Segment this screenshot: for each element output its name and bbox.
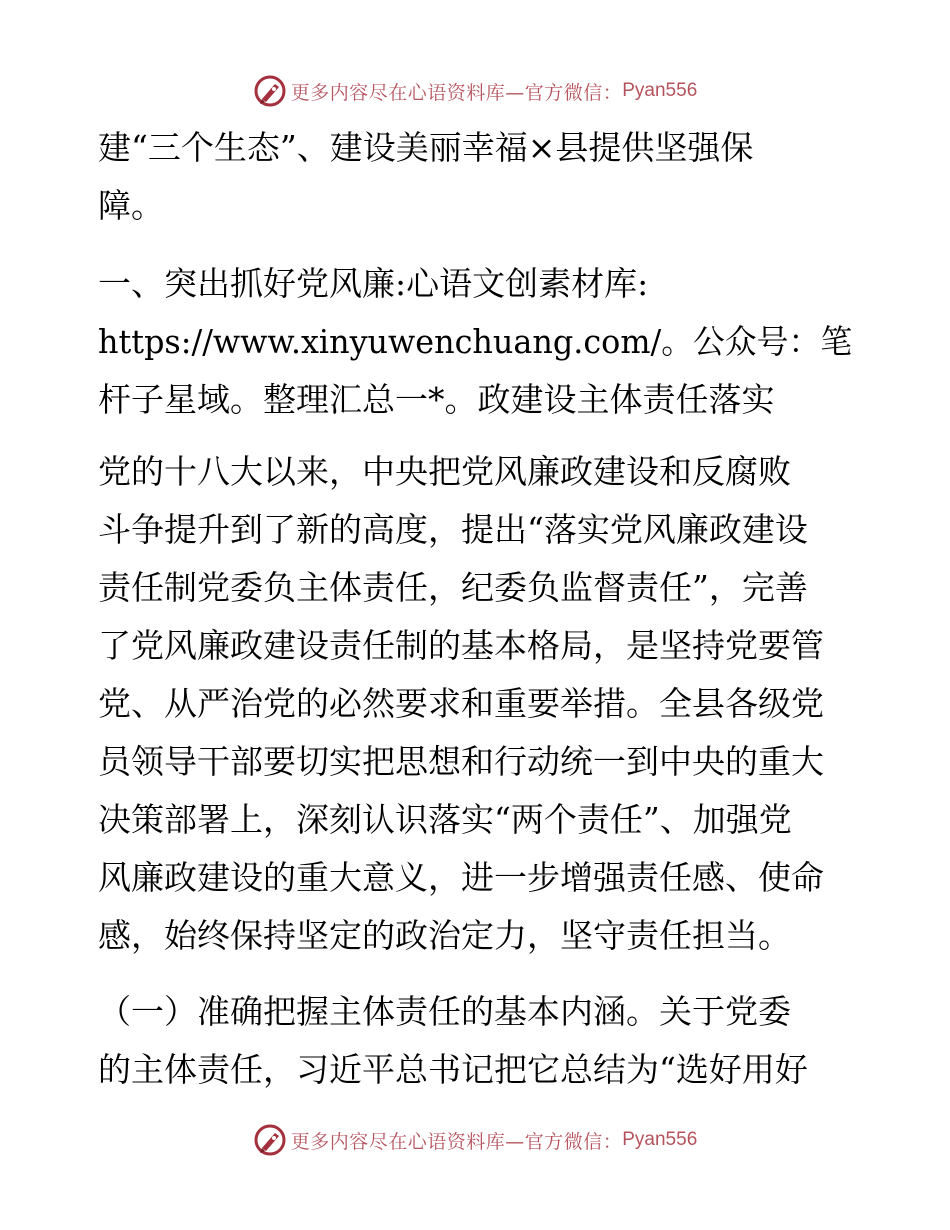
pen-logo-icon <box>253 1123 287 1157</box>
footer-banner-id: Pyan556 <box>622 1129 698 1150</box>
pen-logo-icon <box>253 74 287 108</box>
text-line: 党、从严治党的必然要求和重要举措。全县各级党 <box>98 684 824 723</box>
text-line: 党的十八大以来，中央把党风廉政建设和反腐败 <box>98 452 791 491</box>
header-banner-id: Pyan556 <box>622 80 698 101</box>
header-banner-text: 更多内容尽在心语资料库—官方微信： <box>290 81 623 104</box>
text-line: 员领导干部要切实把思想和行动统一到中央的重大 <box>98 742 824 781</box>
text-line: 建“三个生态”、建设美丽幸福×县提供坚强保 <box>98 128 754 167</box>
text-line: https://www.xinyuwenchuang.com/。公众号：笔 <box>98 322 853 361</box>
text-line: 风廉政建设的重大意义，进一步增强责任感、使命 <box>98 858 824 897</box>
footer-watermark-banner <box>0 1120 950 1160</box>
text-line: 一、突出抓好党风廉:心语文创素材库: <box>98 264 649 303</box>
text-line: 障。 <box>98 186 164 225</box>
text-line: 决策部署上，深刻认识落实“两个责任”、加强党 <box>98 800 792 839</box>
text-line: 杆子星域。整理汇总一*。政建设主体责任落实 <box>98 380 775 419</box>
footer-banner-text: 更多内容尽在心语资料库—官方微信： <box>290 1130 623 1153</box>
text-line: 感，始终保持坚定的政治定力，坚守责任担当。 <box>98 916 791 955</box>
text-line: （一）准确把握主体责任的基本内涵。关于党委 <box>98 992 791 1031</box>
text-line: 了党风廉政建设责任制的基本格局，是坚持党要管 <box>98 626 824 665</box>
text-line: 的主体责任，习近平总书记把它总结为“选好用好 <box>98 1050 808 1089</box>
text-line: 责任制党委负主体责任，纪委负监督责任”，完善 <box>98 568 808 607</box>
text-line: 斗争提升到了新的高度，提出“落实党风廉政建设 <box>98 510 808 549</box>
header-watermark-banner <box>0 71 950 111</box>
